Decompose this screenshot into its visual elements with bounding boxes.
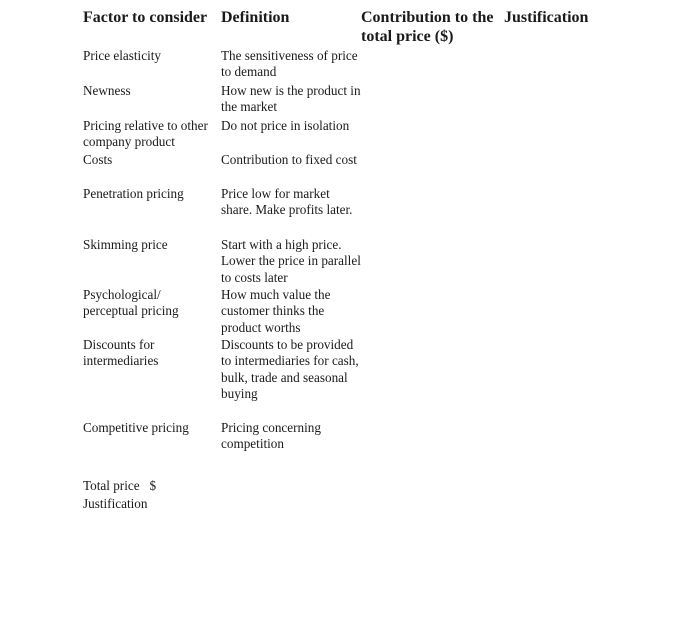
factor-price-elasticity: Price elasticity [83, 48, 161, 63]
total-price-label: Total price $ [83, 478, 157, 493]
definition-pricing-relative: Do not price in isolation [221, 118, 350, 133]
header-factor: Factor to consider [83, 9, 208, 26]
header-definition: Definition [221, 9, 290, 26]
definition-discounts-intermediaries: Discounts to be provided to intermediaries for cash, bulk, trade and seasonal buying [221, 337, 359, 401]
factor-discounts-intermediaries: Discounts for intermediaries [83, 337, 159, 369]
factor-costs: Costs [83, 152, 113, 167]
definition-newness: How new is the product in the market [221, 83, 361, 115]
factor-competitive-pricing: Competitive pricing [83, 420, 189, 435]
factor-newness: Newness [83, 83, 131, 98]
factor-skimming-price: Skimming price [83, 237, 168, 252]
definition-penetration-pricing: Price low for market share. Make profits later. [221, 186, 353, 218]
factor-psychological-pricing: Psychological/ perceptual pricing [83, 287, 179, 319]
factor-pricing-relative: Pricing relative to other company product [83, 118, 208, 150]
header-contribution: Contribution to the total price ($) [361, 9, 494, 45]
definition-psychological-pricing: How much value the customer thinks the product worths [221, 287, 331, 335]
justification-label: Justification [83, 496, 148, 511]
definition-costs: Contribution to fixed cost [221, 152, 357, 167]
header-justification: Justification [504, 9, 589, 26]
definition-competitive-pricing: Pricing concerning competition [221, 420, 321, 452]
definition-price-elasticity: The sensitiveness of price to demand [221, 48, 358, 80]
factor-penetration-pricing: Penetration pricing [83, 186, 184, 201]
definition-skimming-price: Start with a high price. Lower the price in parallel to costs later [221, 237, 361, 285]
